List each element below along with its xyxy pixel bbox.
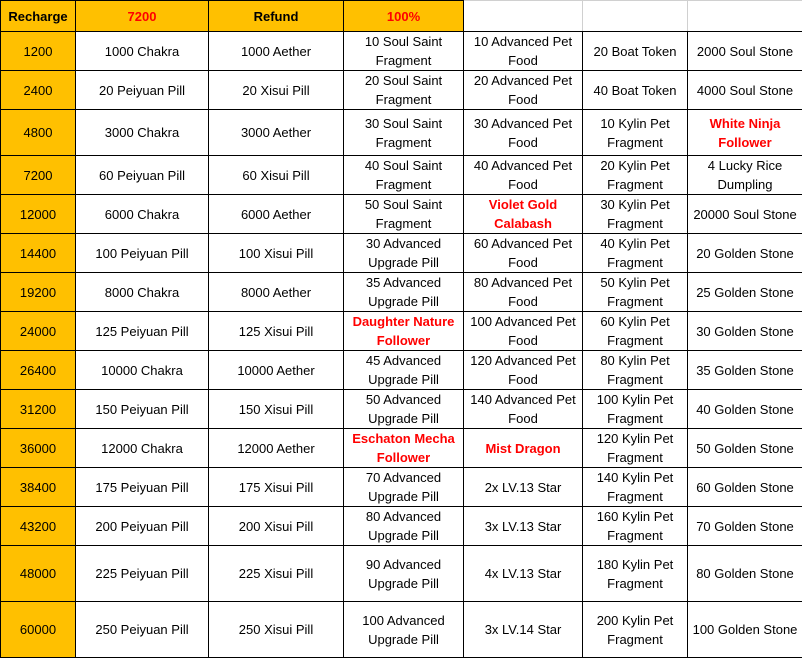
table-row [1,156,802,195]
table-row [1,195,802,234]
header-empty-cell [583,1,688,32]
reward-cell: 50 Kylin Pet Fragment [583,273,688,312]
reward-cell: 25 Golden Stone [688,273,802,312]
reward-cell-highlight: Violet Gold Calabash [464,195,583,234]
recharge-cell: 12000 [1,195,76,234]
recharge-cell: 48000 [1,546,76,602]
reward-cell: 100 Advanced Upgrade Pill [344,602,464,658]
recharge-cell: 24000 [1,312,76,351]
reward-cell: 50 Advanced Upgrade Pill [344,390,464,429]
reward-cell: 4000 Soul Stone [688,71,802,110]
recharge-cell: 1200 [1,32,76,71]
reward-cell-highlight: Eschaton Mecha Follower [344,429,464,468]
reward-cell: 60 Golden Stone [688,468,802,507]
table-row [1,507,802,546]
reward-cell: 12000 Chakra [76,429,209,468]
reward-cell: 100 Golden Stone [688,602,802,658]
recharge-cell: 26400 [1,351,76,390]
reward-cell: 80 Advanced Upgrade Pill [344,507,464,546]
reward-cell: 30 Advanced Upgrade Pill [344,234,464,273]
reward-cell: 40 Advanced Pet Food [464,156,583,195]
reward-cell: 100 Xisui Pill [209,234,344,273]
reward-cell: 250 Peiyuan Pill [76,602,209,658]
reward-cell: 3x LV.14 Star [464,602,583,658]
reward-cell: 4x LV.13 Star [464,546,583,602]
recharge-cell: 60000 [1,602,76,658]
reward-cell: 2x LV.13 Star [464,468,583,507]
recharge-cell: 38400 [1,468,76,507]
recharge-cell: 36000 [1,429,76,468]
reward-cell: 180 Kylin Pet Fragment [583,546,688,602]
reward-cell: 4 Lucky Rice Dumpling [688,156,802,195]
reward-cell: 125 Xisui Pill [209,312,344,351]
reward-cell: 45 Advanced Upgrade Pill [344,351,464,390]
reward-cell: 100 Peiyuan Pill [76,234,209,273]
header-recharge-label: Recharge [1,1,76,32]
reward-cell: 60 Peiyuan Pill [76,156,209,195]
reward-cell: 3000 Aether [209,110,344,156]
reward-cell: 10000 Aether [209,351,344,390]
reward-cell: 60 Xisui Pill [209,156,344,195]
reward-cell: 10000 Chakra [76,351,209,390]
reward-cell: 3000 Chakra [76,110,209,156]
reward-cell: 1000 Aether [209,32,344,71]
reward-cell: 150 Xisui Pill [209,390,344,429]
reward-cell: 225 Xisui Pill [209,546,344,602]
reward-cell: 140 Advanced Pet Food [464,390,583,429]
reward-cell: 40 Golden Stone [688,390,802,429]
reward-cell: 200 Peiyuan Pill [76,507,209,546]
reward-cell: 120 Advanced Pet Food [464,351,583,390]
recharge-cell: 43200 [1,507,76,546]
table-body [1,32,802,658]
reward-cell: 200 Kylin Pet Fragment [583,602,688,658]
reward-cell-highlight: Mist Dragon [464,429,583,468]
reward-cell: 35 Advanced Upgrade Pill [344,273,464,312]
reward-cell: 100 Advanced Pet Food [464,312,583,351]
table-row [1,468,802,507]
recharge-cell: 7200 [1,156,76,195]
reward-cell: 175 Peiyuan Pill [76,468,209,507]
reward-cell: 225 Peiyuan Pill [76,546,209,602]
reward-cell: 30 Kylin Pet Fragment [583,195,688,234]
reward-cell: 20 Peiyuan Pill [76,71,209,110]
table-row [1,312,802,351]
reward-cell: 20 Advanced Pet Food [464,71,583,110]
table-row [1,32,802,71]
reward-cell: 10 Advanced Pet Food [464,32,583,71]
recharge-cell: 31200 [1,390,76,429]
reward-cell: 60 Kylin Pet Fragment [583,312,688,351]
header-empty-cell [464,1,583,32]
table-row [1,234,802,273]
reward-cell: 30 Advanced Pet Food [464,110,583,156]
reward-cell: 250 Xisui Pill [209,602,344,658]
reward-cell: 90 Advanced Upgrade Pill [344,546,464,602]
table-row [1,429,802,468]
reward-cell: 35 Golden Stone [688,351,802,390]
header-row [1,1,802,32]
reward-cell-highlight: White Ninja Follower [688,110,802,156]
recharge-cell: 19200 [1,273,76,312]
reward-cell: 80 Advanced Pet Food [464,273,583,312]
reward-cell: 2000 Soul Stone [688,32,802,71]
header-recharge-value: 7200 [76,1,209,32]
reward-cell: 40 Boat Token [583,71,688,110]
reward-cell: 8000 Chakra [76,273,209,312]
header-empty-cell [688,1,802,32]
recharge-cell: 14400 [1,234,76,273]
reward-cell: 140 Kylin Pet Fragment [583,468,688,507]
table-row [1,390,802,429]
table-row [1,351,802,390]
reward-cell: 200 Xisui Pill [209,507,344,546]
reward-cell: 20 Golden Stone [688,234,802,273]
reward-cell: 30 Soul Saint Fragment [344,110,464,156]
reward-cell: 20 Soul Saint Fragment [344,71,464,110]
reward-cell: 20 Boat Token [583,32,688,71]
reward-cell: 30 Golden Stone [688,312,802,351]
reward-cell: 8000 Aether [209,273,344,312]
table-row [1,273,802,312]
reward-cell: 100 Kylin Pet Fragment [583,390,688,429]
recharge-cell: 2400 [1,71,76,110]
reward-cell: 80 Golden Stone [688,546,802,602]
header-refund-value: 100% [344,1,464,32]
reward-cell: 1000 Chakra [76,32,209,71]
reward-cell: 50 Golden Stone [688,429,802,468]
reward-cell: 175 Xisui Pill [209,468,344,507]
reward-cell: 6000 Chakra [76,195,209,234]
reward-cell: 20 Kylin Pet Fragment [583,156,688,195]
reward-cell: 12000 Aether [209,429,344,468]
reward-cell: 20000 Soul Stone [688,195,802,234]
reward-cell: 60 Advanced Pet Food [464,234,583,273]
table-row [1,71,802,110]
reward-cell: 120 Kylin Pet Fragment [583,429,688,468]
reward-cell: 40 Soul Saint Fragment [344,156,464,195]
reward-cell: 80 Kylin Pet Fragment [583,351,688,390]
reward-cell: 10 Kylin Pet Fragment [583,110,688,156]
table-row [1,546,802,602]
reward-cell: 125 Peiyuan Pill [76,312,209,351]
reward-cell: 70 Advanced Upgrade Pill [344,468,464,507]
header-refund-label: Refund [209,1,344,32]
recharge-cell: 4800 [1,110,76,156]
reward-cell: 150 Peiyuan Pill [76,390,209,429]
reward-cell-highlight: Daughter Nature Follower [344,312,464,351]
reward-cell: 50 Soul Saint Fragment [344,195,464,234]
reward-cell: 40 Kylin Pet Fragment [583,234,688,273]
reward-cell: 10 Soul Saint Fragment [344,32,464,71]
reward-cell: 70 Golden Stone [688,507,802,546]
table-row [1,602,802,658]
reward-cell: 20 Xisui Pill [209,71,344,110]
reward-cell: 6000 Aether [209,195,344,234]
table-row [1,110,802,156]
reward-cell: 160 Kylin Pet Fragment [583,507,688,546]
reward-cell: 3x LV.13 Star [464,507,583,546]
